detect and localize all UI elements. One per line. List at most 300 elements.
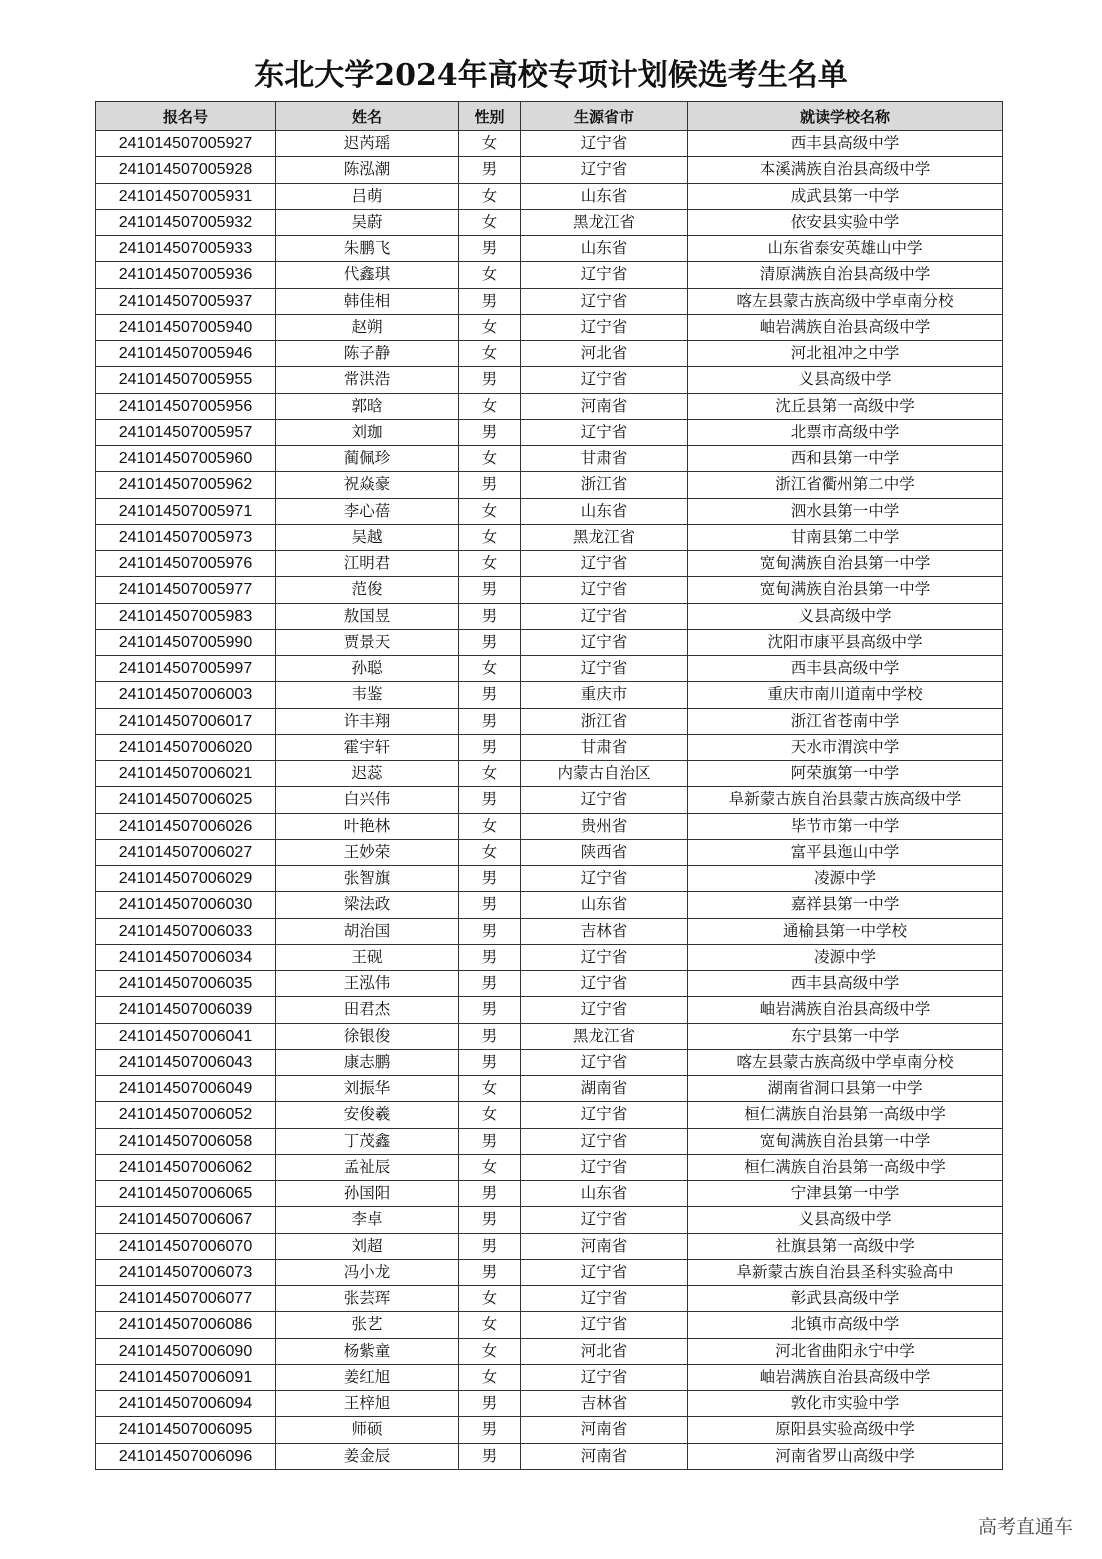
name-cell: 刘珈 xyxy=(276,419,459,445)
gender-cell: 女 xyxy=(459,1154,521,1180)
school-cell: 毕节市第一中学 xyxy=(688,813,1003,839)
name-cell: 孟祉辰 xyxy=(276,1154,459,1180)
province-cell: 辽宁省 xyxy=(521,1207,688,1233)
gender-cell: 男 xyxy=(459,918,521,944)
name-cell: 安俊羲 xyxy=(276,1102,459,1128)
gender-cell: 女 xyxy=(459,183,521,209)
province-cell: 内蒙古自治区 xyxy=(521,761,688,787)
header-school: 就读学校名称 xyxy=(688,102,1003,131)
gender-cell: 男 xyxy=(459,866,521,892)
province-cell: 吉林省 xyxy=(521,918,688,944)
name-cell: 王砚 xyxy=(276,944,459,970)
school-cell: 宁津县第一中学 xyxy=(688,1181,1003,1207)
table-row xyxy=(96,1128,1003,1154)
school-cell: 宽甸满族自治县第一中学 xyxy=(688,1128,1003,1154)
gender-cell: 女 xyxy=(459,1102,521,1128)
province-cell: 黑龙江省 xyxy=(521,524,688,550)
school-cell: 东宁县第一中学 xyxy=(688,1023,1003,1049)
watermark: 高考直通车 xyxy=(977,1516,1073,1538)
table-row xyxy=(96,1286,1003,1312)
registration-number-cell: 241014507006090 xyxy=(96,1338,276,1364)
name-cell: 刘振华 xyxy=(276,1076,459,1102)
school-cell: 敦化市实验中学 xyxy=(688,1391,1003,1417)
name-cell: 赵朔 xyxy=(276,314,459,340)
school-cell: 湖南省洞口县第一中学 xyxy=(688,1076,1003,1102)
header-gender: 性别 xyxy=(459,102,521,131)
province-cell: 吉林省 xyxy=(521,1391,688,1417)
gender-cell: 男 xyxy=(459,892,521,918)
table-row xyxy=(96,314,1003,340)
school-cell: 桓仁满族自治县第一高级中学 xyxy=(688,1102,1003,1128)
gender-cell: 男 xyxy=(459,1207,521,1233)
gender-cell: 女 xyxy=(459,551,521,577)
name-cell: 刘超 xyxy=(276,1233,459,1259)
table-row xyxy=(96,1181,1003,1207)
table-row xyxy=(96,498,1003,524)
registration-number-cell: 241014507006058 xyxy=(96,1128,276,1154)
registration-number-cell: 241014507005960 xyxy=(96,446,276,472)
table-row xyxy=(96,1443,1003,1469)
gender-cell: 男 xyxy=(459,1417,521,1443)
registration-number-cell: 241014507005946 xyxy=(96,341,276,367)
name-cell: 张芸珲 xyxy=(276,1286,459,1312)
school-cell: 桓仁满族自治县第一高级中学 xyxy=(688,1154,1003,1180)
name-cell: 叶艳林 xyxy=(276,813,459,839)
table-header-row xyxy=(96,102,1003,131)
school-cell: 义县高级中学 xyxy=(688,603,1003,629)
table-row xyxy=(96,734,1003,760)
school-cell: 河北省曲阳永宁中学 xyxy=(688,1338,1003,1364)
registration-number-cell: 241014507005977 xyxy=(96,577,276,603)
name-cell: 王妙荣 xyxy=(276,839,459,865)
province-cell: 山东省 xyxy=(521,1181,688,1207)
school-cell: 社旗县第一高级中学 xyxy=(688,1233,1003,1259)
gender-cell: 女 xyxy=(459,314,521,340)
registration-number-cell: 241014507006073 xyxy=(96,1259,276,1285)
name-cell: 冯小龙 xyxy=(276,1259,459,1285)
table-row xyxy=(96,892,1003,918)
gender-cell: 男 xyxy=(459,1023,521,1049)
registration-number-cell: 241014507005936 xyxy=(96,262,276,288)
province-cell: 辽宁省 xyxy=(521,288,688,314)
province-cell: 河北省 xyxy=(521,1338,688,1364)
province-cell: 陕西省 xyxy=(521,839,688,865)
school-cell: 依安县实验中学 xyxy=(688,209,1003,235)
gender-cell: 女 xyxy=(459,1364,521,1390)
table-row xyxy=(96,813,1003,839)
gender-cell: 男 xyxy=(459,1128,521,1154)
province-cell: 辽宁省 xyxy=(521,419,688,445)
table-row xyxy=(96,419,1003,445)
school-cell: 凌源中学 xyxy=(688,944,1003,970)
school-cell: 凌源中学 xyxy=(688,866,1003,892)
candidate-table xyxy=(95,101,1003,1470)
table-row xyxy=(96,603,1003,629)
gender-cell: 男 xyxy=(459,1259,521,1285)
name-cell: 康志鹏 xyxy=(276,1049,459,1075)
name-cell: 胡治国 xyxy=(276,918,459,944)
gender-cell: 男 xyxy=(459,1443,521,1469)
name-cell: 杨紫童 xyxy=(276,1338,459,1364)
table-row xyxy=(96,1076,1003,1102)
gender-cell: 男 xyxy=(459,288,521,314)
school-cell: 阜新蒙古族自治县圣科实验高中 xyxy=(688,1259,1003,1285)
table-row xyxy=(96,393,1003,419)
table-row xyxy=(96,787,1003,813)
gender-cell: 男 xyxy=(459,236,521,262)
province-cell: 山东省 xyxy=(521,183,688,209)
gender-cell: 男 xyxy=(459,367,521,393)
table-row xyxy=(96,1049,1003,1075)
gender-cell: 男 xyxy=(459,971,521,997)
registration-number-cell: 241014507006020 xyxy=(96,734,276,760)
province-cell: 辽宁省 xyxy=(521,367,688,393)
gender-cell: 女 xyxy=(459,131,521,157)
registration-number-cell: 241014507006077 xyxy=(96,1286,276,1312)
province-cell: 辽宁省 xyxy=(521,997,688,1023)
table-row xyxy=(96,524,1003,550)
registration-number-cell: 241014507006003 xyxy=(96,682,276,708)
table-row xyxy=(96,1154,1003,1180)
school-cell: 西丰县高级中学 xyxy=(688,131,1003,157)
registration-number-cell: 241014507005955 xyxy=(96,367,276,393)
province-cell: 辽宁省 xyxy=(521,551,688,577)
province-cell: 辽宁省 xyxy=(521,656,688,682)
school-cell: 西和县第一中学 xyxy=(688,446,1003,472)
name-cell: 张智旗 xyxy=(276,866,459,892)
school-cell: 彰武县高级中学 xyxy=(688,1286,1003,1312)
gender-cell: 女 xyxy=(459,393,521,419)
registration-number-cell: 241014507005971 xyxy=(96,498,276,524)
gender-cell: 男 xyxy=(459,734,521,760)
gender-cell: 女 xyxy=(459,813,521,839)
school-cell: 原阳县实验高级中学 xyxy=(688,1417,1003,1443)
gender-cell: 男 xyxy=(459,157,521,183)
province-cell: 辽宁省 xyxy=(521,787,688,813)
registration-number-cell: 241014507006067 xyxy=(96,1207,276,1233)
province-cell: 甘肃省 xyxy=(521,734,688,760)
registration-number-cell: 241014507006049 xyxy=(96,1076,276,1102)
school-cell: 河北祖冲之中学 xyxy=(688,341,1003,367)
registration-number-cell: 241014507006029 xyxy=(96,866,276,892)
province-cell: 辽宁省 xyxy=(521,1312,688,1338)
province-cell: 辽宁省 xyxy=(521,1154,688,1180)
table-row xyxy=(96,1023,1003,1049)
school-cell: 通榆县第一中学校 xyxy=(688,918,1003,944)
registration-number-cell: 241014507005937 xyxy=(96,288,276,314)
name-cell: 迟芮瑶 xyxy=(276,131,459,157)
province-cell: 浙江省 xyxy=(521,708,688,734)
name-cell: 吴蔚 xyxy=(276,209,459,235)
table-row xyxy=(96,157,1003,183)
table-row xyxy=(96,551,1003,577)
table-row xyxy=(96,708,1003,734)
school-cell: 甘南县第二中学 xyxy=(688,524,1003,550)
name-cell: 陈泓潮 xyxy=(276,157,459,183)
registration-number-cell: 241014507005990 xyxy=(96,629,276,655)
school-cell: 本溪满族自治县高级中学 xyxy=(688,157,1003,183)
province-cell: 辽宁省 xyxy=(521,131,688,157)
header-registration-number: 报名号 xyxy=(96,102,276,131)
province-cell: 辽宁省 xyxy=(521,1259,688,1285)
name-cell: 迟蕊 xyxy=(276,761,459,787)
registration-number-cell: 241014507006041 xyxy=(96,1023,276,1049)
name-cell: 韦鉴 xyxy=(276,682,459,708)
table-row xyxy=(96,1364,1003,1390)
school-cell: 宽甸满族自治县第一中学 xyxy=(688,551,1003,577)
table-row xyxy=(96,1102,1003,1128)
table-row xyxy=(96,629,1003,655)
registration-number-cell: 241014507006095 xyxy=(96,1417,276,1443)
table-row xyxy=(96,577,1003,603)
name-cell: 蔺佩珍 xyxy=(276,446,459,472)
gender-cell: 男 xyxy=(459,577,521,603)
registration-number-cell: 241014507005927 xyxy=(96,131,276,157)
table-row xyxy=(96,446,1003,472)
province-cell: 河南省 xyxy=(521,393,688,419)
table-row xyxy=(96,209,1003,235)
name-cell: 姜红旭 xyxy=(276,1364,459,1390)
school-cell: 天水市渭滨中学 xyxy=(688,734,1003,760)
province-cell: 辽宁省 xyxy=(521,1102,688,1128)
province-cell: 辽宁省 xyxy=(521,866,688,892)
gender-cell: 女 xyxy=(459,498,521,524)
name-cell: 敖国昱 xyxy=(276,603,459,629)
gender-cell: 男 xyxy=(459,603,521,629)
name-cell: 姜金辰 xyxy=(276,1443,459,1469)
school-cell: 泗水县第一中学 xyxy=(688,498,1003,524)
registration-number-cell: 241014507006094 xyxy=(96,1391,276,1417)
name-cell: 江明君 xyxy=(276,551,459,577)
province-cell: 辽宁省 xyxy=(521,944,688,970)
table-row xyxy=(96,918,1003,944)
gender-cell: 男 xyxy=(459,1181,521,1207)
province-cell: 辽宁省 xyxy=(521,1364,688,1390)
gender-cell: 女 xyxy=(459,209,521,235)
school-cell: 浙江省衢州第二中学 xyxy=(688,472,1003,498)
name-cell: 祝焱豪 xyxy=(276,472,459,498)
name-cell: 代鑫琪 xyxy=(276,262,459,288)
province-cell: 辽宁省 xyxy=(521,1049,688,1075)
gender-cell: 女 xyxy=(459,341,521,367)
school-cell: 北票市高级中学 xyxy=(688,419,1003,445)
gender-cell: 女 xyxy=(459,839,521,865)
name-cell: 孙国阳 xyxy=(276,1181,459,1207)
gender-cell: 女 xyxy=(459,524,521,550)
province-cell: 山东省 xyxy=(521,236,688,262)
school-cell: 沈阳市康平县高级中学 xyxy=(688,629,1003,655)
name-cell: 丁茂鑫 xyxy=(276,1128,459,1154)
registration-number-cell: 241014507006033 xyxy=(96,918,276,944)
name-cell: 孙聪 xyxy=(276,656,459,682)
name-cell: 师硕 xyxy=(276,1417,459,1443)
school-cell: 喀左县蒙古族高级中学卓南分校 xyxy=(688,1049,1003,1075)
table-row xyxy=(96,1417,1003,1443)
registration-number-cell: 241014507006026 xyxy=(96,813,276,839)
gender-cell: 男 xyxy=(459,1049,521,1075)
registration-number-cell: 241014507005957 xyxy=(96,419,276,445)
registration-number-cell: 241014507005976 xyxy=(96,551,276,577)
school-cell: 义县高级中学 xyxy=(688,1207,1003,1233)
registration-number-cell: 241014507005928 xyxy=(96,157,276,183)
province-cell: 辽宁省 xyxy=(521,1128,688,1154)
table-row xyxy=(96,262,1003,288)
registration-number-cell: 241014507005997 xyxy=(96,656,276,682)
table-row xyxy=(96,472,1003,498)
province-cell: 辽宁省 xyxy=(521,314,688,340)
registration-number-cell: 241014507005932 xyxy=(96,209,276,235)
gender-cell: 男 xyxy=(459,682,521,708)
name-cell: 霍宇轩 xyxy=(276,734,459,760)
registration-number-cell: 241014507006030 xyxy=(96,892,276,918)
name-cell: 梁法政 xyxy=(276,892,459,918)
registration-number-cell: 241014507006025 xyxy=(96,787,276,813)
table-row xyxy=(96,1207,1003,1233)
province-cell: 河北省 xyxy=(521,341,688,367)
table-row xyxy=(96,944,1003,970)
registration-number-cell: 241014507006027 xyxy=(96,839,276,865)
registration-number-cell: 241014507006086 xyxy=(96,1312,276,1338)
registration-number-cell: 241014507006070 xyxy=(96,1233,276,1259)
gender-cell: 男 xyxy=(459,787,521,813)
table-body xyxy=(96,131,1003,1470)
table-row xyxy=(96,236,1003,262)
province-cell: 河南省 xyxy=(521,1443,688,1469)
school-cell: 重庆市南川道南中学校 xyxy=(688,682,1003,708)
school-cell: 山东省泰安英雄山中学 xyxy=(688,236,1003,262)
school-cell: 富平县迤山中学 xyxy=(688,839,1003,865)
gender-cell: 女 xyxy=(459,1312,521,1338)
table-row xyxy=(96,1338,1003,1364)
school-cell: 嘉祥县第一中学 xyxy=(688,892,1003,918)
name-cell: 徐银俊 xyxy=(276,1023,459,1049)
table-row xyxy=(96,367,1003,393)
registration-number-cell: 241014507006062 xyxy=(96,1154,276,1180)
school-cell: 岫岩满族自治县高级中学 xyxy=(688,1364,1003,1390)
table-row xyxy=(96,656,1003,682)
school-cell: 西丰县高级中学 xyxy=(688,971,1003,997)
name-cell: 贾景天 xyxy=(276,629,459,655)
province-cell: 辽宁省 xyxy=(521,603,688,629)
gender-cell: 男 xyxy=(459,629,521,655)
province-cell: 浙江省 xyxy=(521,472,688,498)
gender-cell: 女 xyxy=(459,1076,521,1102)
province-cell: 辽宁省 xyxy=(521,262,688,288)
school-cell: 阿荣旗第一中学 xyxy=(688,761,1003,787)
header-name: 姓名 xyxy=(276,102,459,131)
province-cell: 河南省 xyxy=(521,1233,688,1259)
registration-number-cell: 241014507005940 xyxy=(96,314,276,340)
name-cell: 李卓 xyxy=(276,1207,459,1233)
registration-number-cell: 241014507006096 xyxy=(96,1443,276,1469)
registration-number-cell: 241014507006052 xyxy=(96,1102,276,1128)
name-cell: 陈子静 xyxy=(276,341,459,367)
name-cell: 郭晗 xyxy=(276,393,459,419)
school-cell: 喀左县蒙古族高级中学卓南分校 xyxy=(688,288,1003,314)
gender-cell: 男 xyxy=(459,1391,521,1417)
name-cell: 张艺 xyxy=(276,1312,459,1338)
table-row xyxy=(96,1259,1003,1285)
table-row xyxy=(96,866,1003,892)
registration-number-cell: 241014507006035 xyxy=(96,971,276,997)
name-cell: 李心蓓 xyxy=(276,498,459,524)
header-province: 生源省市 xyxy=(521,102,688,131)
table-row xyxy=(96,1312,1003,1338)
table-row xyxy=(96,288,1003,314)
school-cell: 河南省罗山高级中学 xyxy=(688,1443,1003,1469)
registration-number-cell: 241014507006091 xyxy=(96,1364,276,1390)
gender-cell: 女 xyxy=(459,761,521,787)
school-cell: 清原满族自治县高级中学 xyxy=(688,262,1003,288)
name-cell: 范俊 xyxy=(276,577,459,603)
gender-cell: 男 xyxy=(459,944,521,970)
school-cell: 浙江省苍南中学 xyxy=(688,708,1003,734)
registration-number-cell: 241014507005931 xyxy=(96,183,276,209)
gender-cell: 男 xyxy=(459,708,521,734)
province-cell: 甘肃省 xyxy=(521,446,688,472)
gender-cell: 女 xyxy=(459,656,521,682)
registration-number-cell: 241014507005962 xyxy=(96,472,276,498)
province-cell: 黑龙江省 xyxy=(521,1023,688,1049)
name-cell: 白兴伟 xyxy=(276,787,459,813)
table-row xyxy=(96,341,1003,367)
registration-number-cell: 241014507005933 xyxy=(96,236,276,262)
table-row xyxy=(96,839,1003,865)
table-row xyxy=(96,761,1003,787)
gender-cell: 女 xyxy=(459,446,521,472)
school-cell: 义县高级中学 xyxy=(688,367,1003,393)
school-cell: 岫岩满族自治县高级中学 xyxy=(688,997,1003,1023)
registration-number-cell: 241014507006021 xyxy=(96,761,276,787)
document-title: 东北大学2024年高校专项计划候选考生名单 xyxy=(254,58,848,93)
school-cell: 成武县第一中学 xyxy=(688,183,1003,209)
table-row xyxy=(96,131,1003,157)
registration-number-cell: 241014507005973 xyxy=(96,524,276,550)
gender-cell: 女 xyxy=(459,1338,521,1364)
gender-cell: 男 xyxy=(459,1233,521,1259)
school-cell: 沈丘县第一高级中学 xyxy=(688,393,1003,419)
school-cell: 岫岩满族自治县高级中学 xyxy=(688,314,1003,340)
province-cell: 辽宁省 xyxy=(521,157,688,183)
table-row xyxy=(96,1233,1003,1259)
province-cell: 辽宁省 xyxy=(521,577,688,603)
gender-cell: 女 xyxy=(459,262,521,288)
registration-number-cell: 241014507006034 xyxy=(96,944,276,970)
registration-number-cell: 241014507006017 xyxy=(96,708,276,734)
registration-number-cell: 241014507006039 xyxy=(96,997,276,1023)
school-cell: 西丰县高级中学 xyxy=(688,656,1003,682)
name-cell: 吴越 xyxy=(276,524,459,550)
gender-cell: 男 xyxy=(459,419,521,445)
gender-cell: 男 xyxy=(459,472,521,498)
gender-cell: 男 xyxy=(459,997,521,1023)
registration-number-cell: 241014507005983 xyxy=(96,603,276,629)
gender-cell: 女 xyxy=(459,1286,521,1312)
school-cell: 阜新蒙古族自治县蒙古族高级中学 xyxy=(688,787,1003,813)
table-row xyxy=(96,971,1003,997)
table-row xyxy=(96,1391,1003,1417)
province-cell: 辽宁省 xyxy=(521,1286,688,1312)
name-cell: 王梓旭 xyxy=(276,1391,459,1417)
table-row xyxy=(96,183,1003,209)
name-cell: 常洪浩 xyxy=(276,367,459,393)
school-cell: 北镇市高级中学 xyxy=(688,1312,1003,1338)
province-cell: 贵州省 xyxy=(521,813,688,839)
registration-number-cell: 241014507006043 xyxy=(96,1049,276,1075)
province-cell: 黑龙江省 xyxy=(521,209,688,235)
table-row xyxy=(96,997,1003,1023)
province-cell: 山东省 xyxy=(521,892,688,918)
